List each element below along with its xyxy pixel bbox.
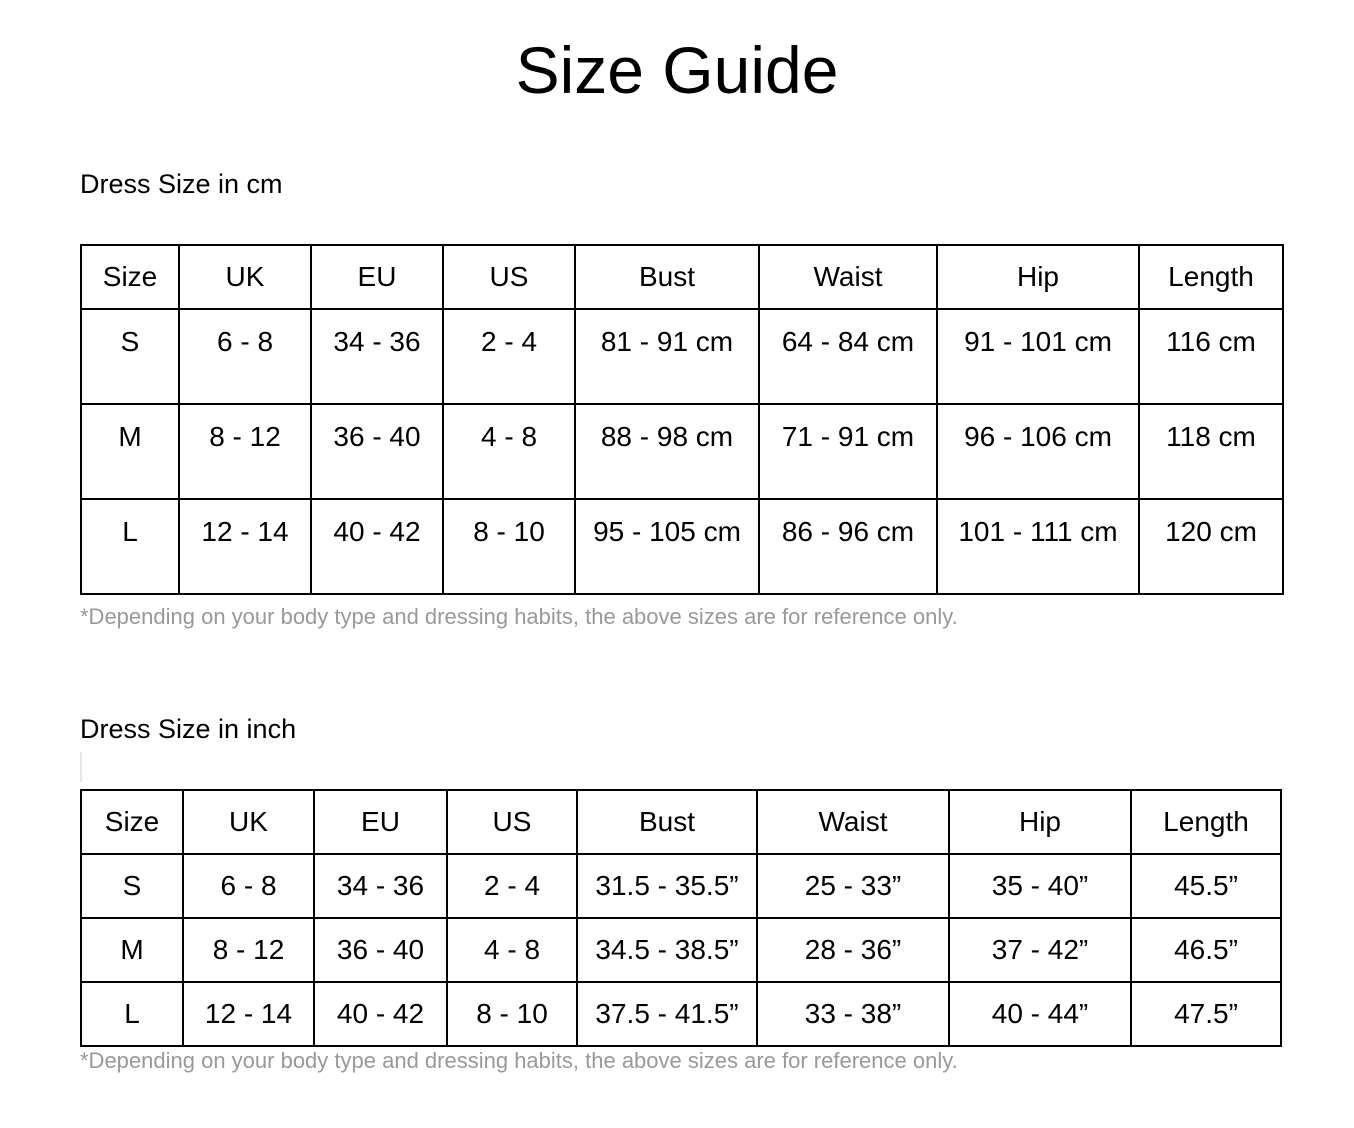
column-header: US (447, 790, 577, 854)
section-title-cm: Dress Size in cm (80, 169, 283, 199)
table-row (81, 854, 1281, 918)
table-cell: 35 - 40” (949, 854, 1131, 918)
table-cell: 40 - 42 (314, 982, 447, 1046)
table-cell: 37 - 42” (949, 918, 1131, 982)
page-title: Size Guide (515, 33, 839, 107)
table-cell: 34 - 36 (311, 309, 443, 404)
column-header: Bust (575, 245, 759, 309)
table-cell: 71 - 91 cm (759, 404, 937, 499)
column-header: Size (81, 790, 183, 854)
table-cell: 36 - 40 (314, 918, 447, 982)
table-cell: 8 - 10 (447, 982, 577, 1046)
table-header-row (81, 790, 1281, 854)
table-cell: S (81, 854, 183, 918)
column-header: Hip (949, 790, 1131, 854)
column-header: Waist (759, 245, 937, 309)
table-cell: S (81, 309, 179, 404)
table-cell: 4 - 8 (447, 918, 577, 982)
table-row (81, 404, 1283, 499)
table-cell: 91 - 101 cm (937, 309, 1139, 404)
table-cell: 4 - 8 (443, 404, 575, 499)
table-cell: 6 - 8 (183, 854, 314, 918)
size-table-cm (80, 244, 1284, 595)
table-cell: L (81, 499, 179, 594)
table-cell: 88 - 98 cm (575, 404, 759, 499)
table-cell: 116 cm (1139, 309, 1283, 404)
section-title-inch: Dress Size in inch (80, 714, 297, 744)
table-row (81, 918, 1281, 982)
table-row (81, 499, 1283, 594)
table-cell: 2 - 4 (447, 854, 577, 918)
table-cell: 25 - 33” (757, 854, 949, 918)
table-cell: 36 - 40 (311, 404, 443, 499)
table-cell: 33 - 38” (757, 982, 949, 1046)
table-cell: 28 - 36” (757, 918, 949, 982)
table-cell: 8 - 10 (443, 499, 575, 594)
table-cell: 8 - 12 (183, 918, 314, 982)
table-cell: M (81, 404, 179, 499)
table-cell: 64 - 84 cm (759, 309, 937, 404)
table-cell: 31.5 - 35.5” (577, 854, 757, 918)
table-cell: L (81, 982, 183, 1046)
table-cell: 95 - 105 cm (575, 499, 759, 594)
table-cell: 8 - 12 (179, 404, 311, 499)
column-header: Hip (937, 245, 1139, 309)
table-cell: 47.5” (1131, 982, 1281, 1046)
table-row (81, 309, 1283, 404)
table-cell: 86 - 96 cm (759, 499, 937, 594)
table-cell: 12 - 14 (179, 499, 311, 594)
table-cell: 96 - 106 cm (937, 404, 1139, 499)
reference-note-inch: *Depending on your body type and dressing habits, the above sizes are for reference only. (80, 1048, 958, 1073)
column-header: EU (314, 790, 447, 854)
column-header: Waist (757, 790, 949, 854)
column-header: Size (81, 245, 179, 309)
column-header: Length (1139, 245, 1283, 309)
table-cell: 40 - 44” (949, 982, 1131, 1046)
table-cell: 6 - 8 (179, 309, 311, 404)
reference-note-cm: *Depending on your body type and dressing habits, the above sizes are for reference only. (80, 604, 958, 629)
column-header: Bust (577, 790, 757, 854)
column-header: UK (179, 245, 311, 309)
table-cell: 34.5 - 38.5” (577, 918, 757, 982)
table-cell: 37.5 - 41.5” (577, 982, 757, 1046)
table-cell: M (81, 918, 183, 982)
table-cell: 46.5” (1131, 918, 1281, 982)
column-header: Length (1131, 790, 1281, 854)
table-cell: 81 - 91 cm (575, 309, 759, 404)
table-cell: 34 - 36 (314, 854, 447, 918)
table-cell: 2 - 4 (443, 309, 575, 404)
column-header: EU (311, 245, 443, 309)
table-row (81, 982, 1281, 1046)
size-table-inch (80, 789, 1282, 1047)
table-cell: 118 cm (1139, 404, 1283, 499)
table-cell: 40 - 42 (311, 499, 443, 594)
table-cell: 45.5” (1131, 854, 1281, 918)
column-header: US (443, 245, 575, 309)
text-cursor-mark (80, 752, 82, 782)
table-cell: 120 cm (1139, 499, 1283, 594)
table-header-row (81, 245, 1283, 309)
table-cell: 101 - 111 cm (937, 499, 1139, 594)
column-header: UK (183, 790, 314, 854)
table-cell: 12 - 14 (183, 982, 314, 1046)
